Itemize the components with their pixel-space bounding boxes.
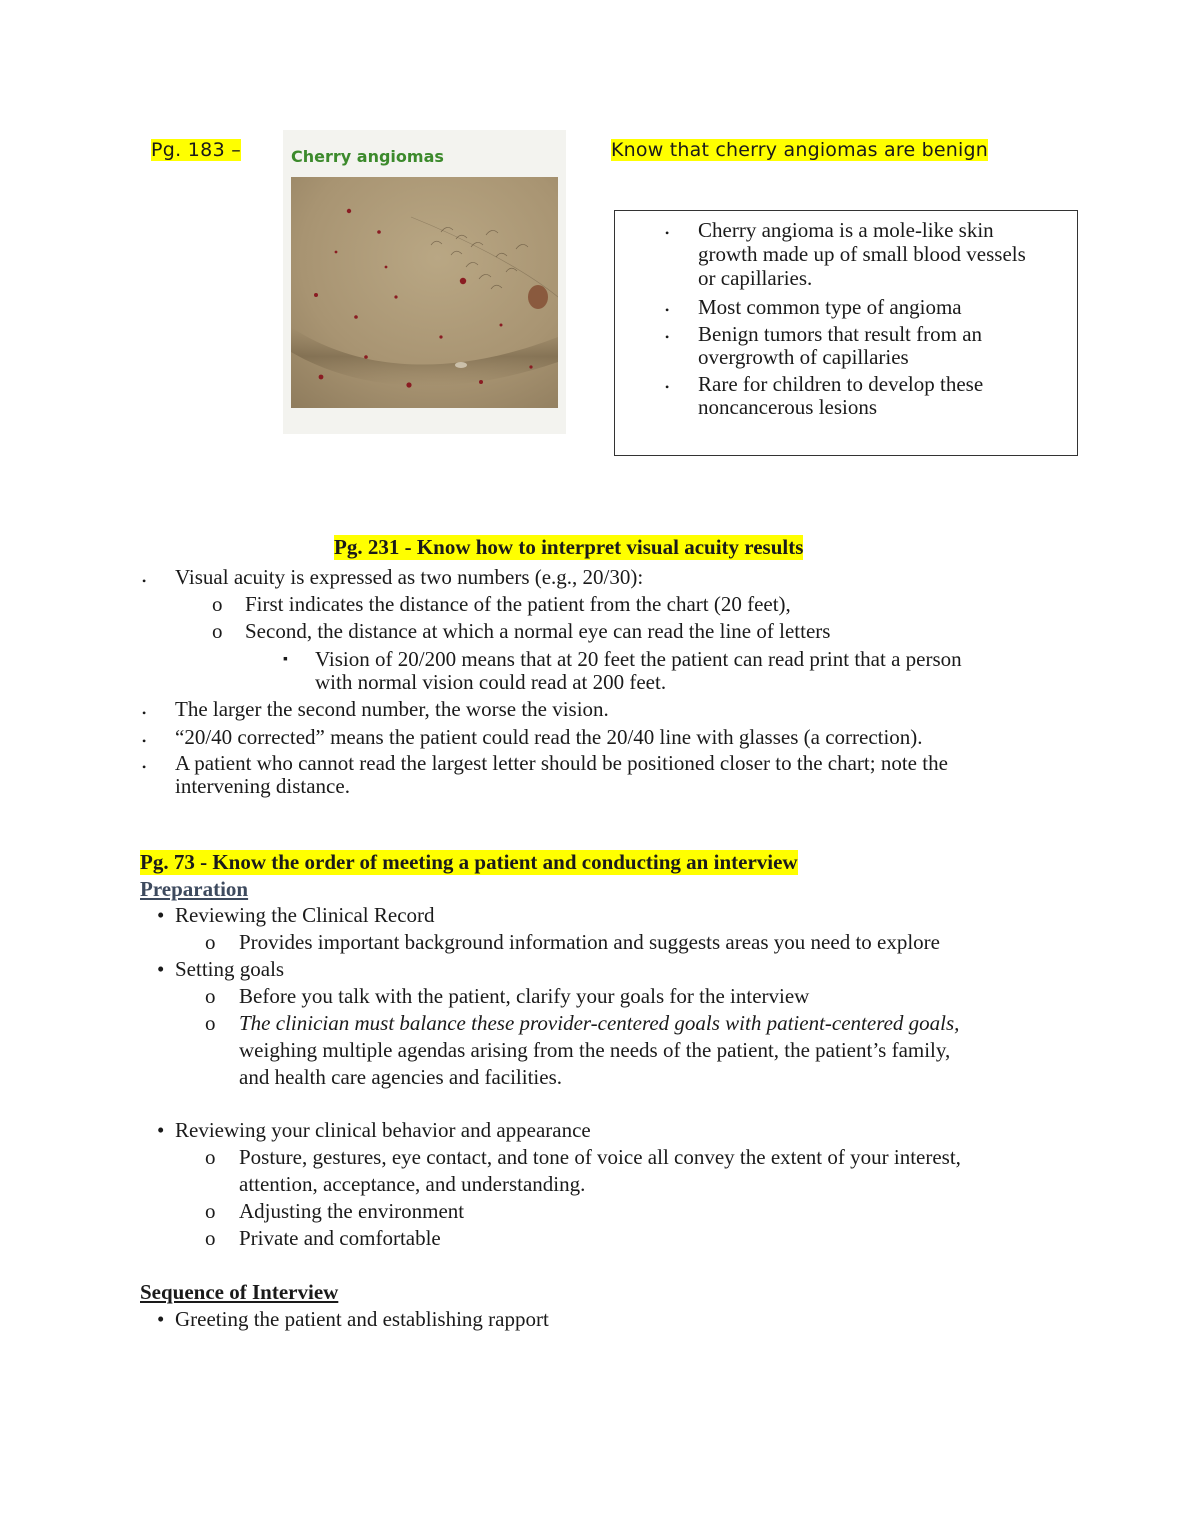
prep-item-3-sub1-line2: attention, acceptance, and understanding.: [239, 1172, 586, 1196]
visual-acuity-heading: Pg. 231 - Know how to interpret visual acuity results: [334, 535, 804, 559]
prep-item-3-sub3: Private and comfortable: [239, 1226, 441, 1250]
va-subsub-line1: Vision of 20/200 means that at 20 feet the patient can read print that a person: [315, 647, 962, 671]
bullet-marker: •: [142, 574, 147, 588]
prep-item-3-sub2: Adjusting the environment: [239, 1199, 465, 1223]
va-bullet-1: Visual acuity is expressed as two numbers (e.g., 20/30):: [175, 565, 644, 589]
dot-marker: •: [157, 1307, 165, 1331]
image-title: Cherry angiomas: [291, 147, 444, 166]
circle-marker: o: [205, 1145, 216, 1169]
prep-item-2-sub2-line2: weighing multiple agendas arising from the needs of the patient, the patient’s family,: [239, 1038, 951, 1062]
bullet-marker: •: [142, 734, 147, 748]
benign-heading: Know that cherry angiomas are benign: [611, 139, 988, 161]
bullet-marker: •: [665, 330, 670, 344]
cherry-angioma-photo: [291, 177, 558, 408]
box-bullet-text: Rare for children to develop these: [698, 372, 984, 396]
preparation-heading: Preparation: [140, 877, 249, 901]
prep-item-2-sub2-italic: The clinician must balance these provider-centered goals with patient-centered goals,: [239, 1011, 960, 1035]
va-bullet-2: The larger the second number, the worse the vision.: [175, 697, 609, 721]
page-ref-183: Pg. 183 –: [151, 139, 242, 161]
sequence-heading: Sequence of Interview: [140, 1280, 339, 1304]
dot-marker: •: [157, 1118, 165, 1142]
circle-marker: o: [205, 1226, 216, 1250]
prep-item-2-sub1: Before you talk with the patient, clarify your goals for the interview: [239, 984, 810, 1008]
circle-marker: o: [205, 1199, 216, 1223]
dot-marker: •: [157, 903, 165, 927]
box-bullet-text: Most common type of angioma: [698, 295, 962, 319]
bullet-marker: •: [142, 760, 147, 774]
bullet-marker: •: [665, 303, 670, 317]
square-marker: ▪: [283, 652, 288, 667]
prep-item-1: Reviewing the Clinical Record: [175, 903, 435, 927]
circle-marker: o: [205, 930, 216, 954]
box-bullet-text: noncancerous lesions: [698, 395, 878, 419]
va-bullet-4-line2: intervening distance.: [175, 774, 350, 798]
va-bullet-4-line1: A patient who cannot read the largest letter should be positioned closer to the chart; note the: [175, 751, 948, 775]
va-sub-1: First indicates the distance of the patient from the chart (20 feet),: [245, 592, 791, 616]
va-sub-2: Second, the distance at which a normal eye can read the line of letters: [245, 619, 831, 643]
bullet-marker: •: [665, 380, 670, 394]
sequence-item-1: Greeting the patient and establishing rapport: [175, 1307, 549, 1331]
prep-item-3: Reviewing your clinical behavior and appearance: [175, 1118, 591, 1142]
bullet-marker: •: [142, 706, 147, 720]
box-bullet-text: Benign tumors that result from an: [698, 322, 983, 346]
circle-marker: o: [212, 619, 223, 643]
prep-item-2-sub2-line3: and health care agencies and facilities.: [239, 1065, 562, 1089]
circle-marker: o: [205, 984, 216, 1008]
interview-heading: Pg. 73 - Know the order of meeting a patient and conducting an interview: [140, 850, 798, 874]
prep-item-1-sub1: Provides important background information and suggests areas you need to explore: [239, 930, 940, 954]
box-bullet-text: overgrowth of capillaries: [698, 345, 909, 369]
va-bullet-3: “20/40 corrected” means the patient could read the 20/40 line with glasses (a correction).: [175, 725, 923, 749]
box-bullet-text: Cherry angioma is a mole-like skin: [698, 218, 994, 242]
prep-item-2: Setting goals: [175, 957, 285, 981]
box-bullet-text: or capillaries.: [698, 266, 813, 290]
prep-item-3-sub1-line1: Posture, gestures, eye contact, and tone of voice all convey the extent of your interest,: [239, 1145, 961, 1169]
circle-marker: o: [205, 1011, 216, 1035]
va-subsub-line2: with normal vision could read at 200 feet.: [315, 670, 667, 694]
bullet-marker: •: [665, 226, 670, 240]
dot-marker: •: [157, 957, 165, 981]
box-bullet-text: growth made up of small blood vessels: [698, 242, 1026, 266]
circle-marker: o: [212, 592, 223, 616]
